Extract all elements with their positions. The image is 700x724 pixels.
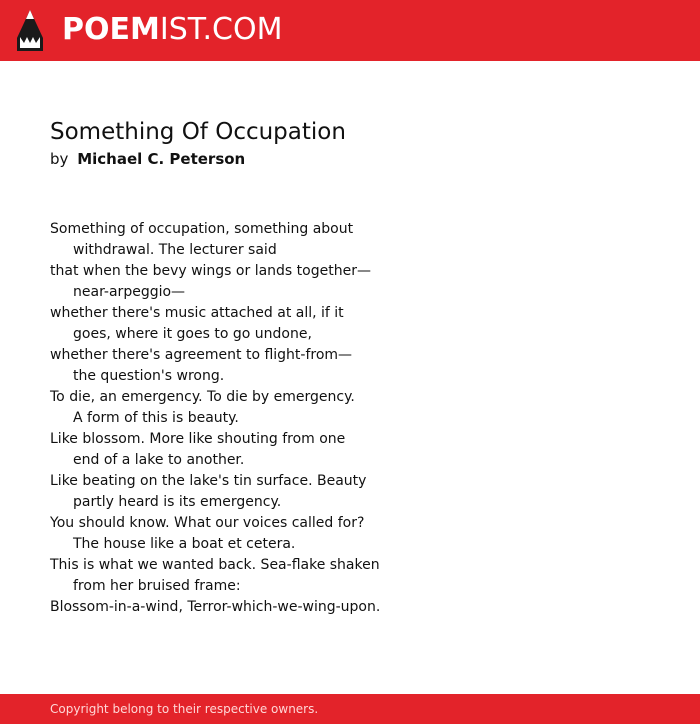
pencil-tip-icon[interactable] [17, 10, 43, 51]
poem-line: withdrawal. The lecturer said [73, 242, 277, 258]
poem-line: partly heard is its emergency. [73, 494, 282, 510]
logo-text-light: IST.COM [159, 12, 283, 47]
poem-line: end of a lake to another. [73, 452, 245, 468]
poem-line: You should know. What our voices called for? [50, 515, 365, 531]
poem-line: near-arpeggio— [73, 284, 186, 300]
poem-line: that when the bevy wings or lands together— [50, 263, 371, 279]
site-footer [0, 694, 700, 724]
poem-line: Blossom-in-a-wind, Terror-which-we-wing-upon. [50, 599, 381, 615]
copyright-text: Copyright belong to their respective owners. [50, 702, 319, 716]
poem-byline [50, 148, 245, 170]
poem-line: from her bruised frame: [73, 578, 241, 594]
site-logo[interactable] [62, 12, 282, 48]
poem-title: Something Of Occupation [50, 119, 346, 145]
poem-line: A form of this is beauty. [73, 410, 239, 426]
poem-line: goes, where it goes to go undone, [73, 326, 312, 342]
site-header [0, 0, 700, 61]
poem-author[interactable]: Michael C. Peterson [77, 150, 246, 168]
poem-line: Like blossom. More like shouting from one [50, 431, 346, 447]
logo-text-bold: POEM [62, 12, 160, 47]
poem-line: Something of occupation, something about [50, 221, 354, 237]
poem-line: whether there's music attached at all, if it [50, 305, 344, 321]
poem-line: whether there's agreement to flight-from— [50, 347, 353, 363]
poem-line: This is what we wanted back. Sea-flake shaken [50, 557, 380, 573]
poem-line: the question's wrong. [73, 368, 225, 384]
by-label: by [50, 150, 69, 168]
poem-line: To die, an emergency. To die by emergency. [50, 389, 355, 405]
poem-body [50, 219, 670, 618]
poem-line: The house like a boat et cetera. [73, 536, 296, 552]
poem-line: Like beating on the lake's tin surface. Beauty [50, 473, 367, 489]
